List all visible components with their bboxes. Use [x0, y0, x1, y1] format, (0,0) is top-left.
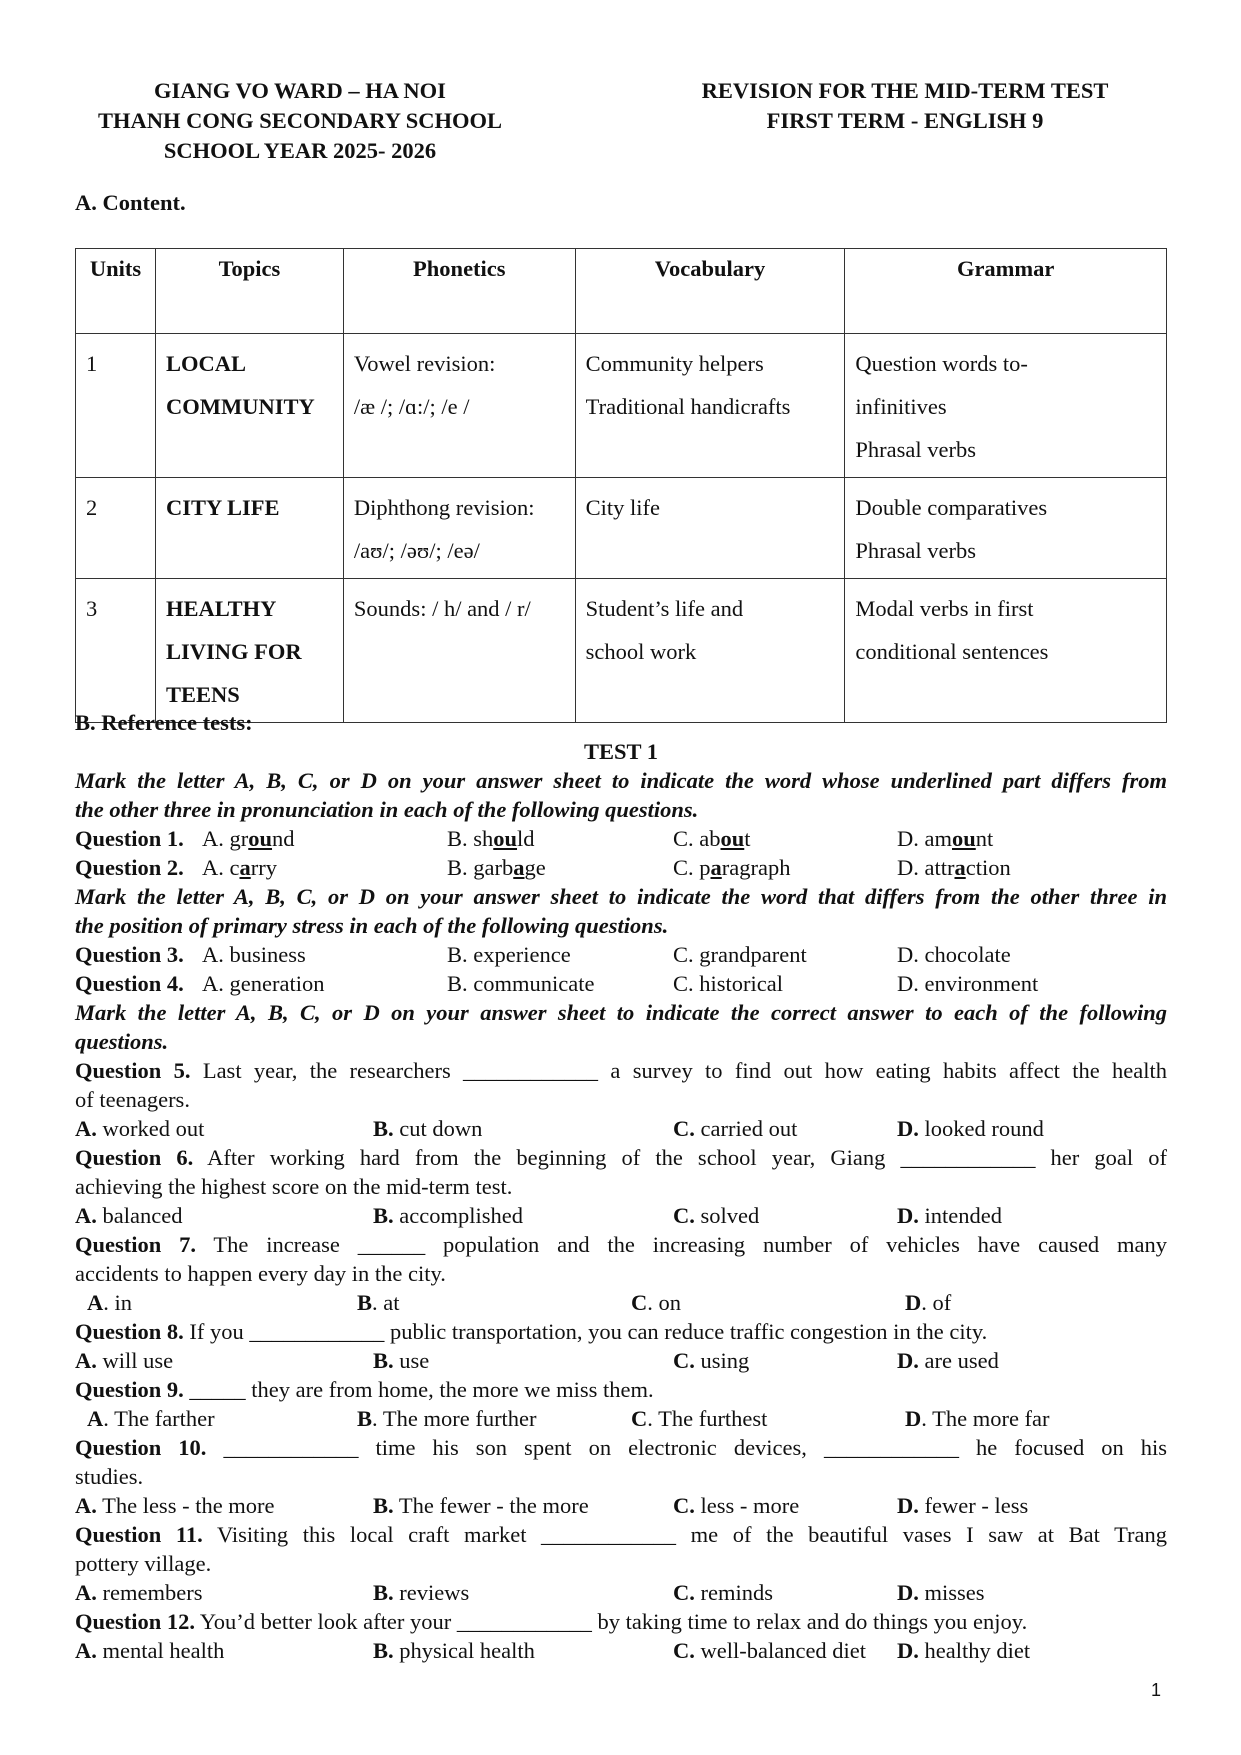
option-c[interactable]: C. The furthest: [631, 1406, 768, 1431]
question-11-stem: Question 11. Visiting this local craft market ____________ me of the beautiful vases I saw at Bat Trang: [75, 1522, 1167, 1547]
option-b[interactable]: B. reviews: [373, 1580, 470, 1605]
header-year: SCHOOL YEAR 2025- 2026: [163, 138, 437, 163]
instruction-stress: Mark the letter A, B, C, or D on your answer sheet to indicate the word that differs from the other three in: [75, 884, 1167, 909]
question-7-stem: Question 7. The increase ______ population and the increasing number of vehicles have caused many: [75, 1232, 1167, 1257]
topic-cell: CITY LIFE: [155, 478, 343, 579]
question-6-stem-cont: achieving the highest score on the mid-term test.: [75, 1174, 513, 1199]
header-test-title: REVISION FOR THE MID-TERM TEST: [701, 78, 1109, 103]
unit-cell: 1: [76, 334, 156, 478]
option-a[interactable]: A. carry: [202, 855, 277, 880]
table-row: [76, 579, 1167, 723]
phonetics-cell: Diphthong revision: /aʊ/; /əʊ/; /eə/: [343, 478, 575, 579]
col-phonetics: Phonetics: [343, 249, 575, 334]
instruction-correct-answer-cont: questions.: [75, 1029, 169, 1054]
option-b[interactable]: B. cut down: [373, 1116, 483, 1141]
question-5-stem: Question 5. Last year, the researchers ____________ a survey to find out how eating habits affect the health: [75, 1058, 1168, 1083]
question-1: Question 1. A. ground B. should C. about D. amount: [75, 826, 994, 851]
page-number: 1: [1150, 1680, 1161, 1700]
question-2: Question 2. A. carry B. garbage C. paragraph D. attraction: [75, 855, 1011, 880]
option-a[interactable]: A. remembers: [75, 1580, 203, 1605]
question-6-stem: Question 6. After working hard from the beginning of the school year, Giang ____________ her goal of: [75, 1145, 1167, 1170]
instruction-stress-cont: the position of primary stress in each of the following questions.: [75, 913, 669, 938]
col-units: Units: [76, 249, 156, 334]
question-3: Question 3. A. business B. experience C. grandparent D. chocolate: [75, 942, 1011, 967]
option-a[interactable]: A. ground: [202, 826, 295, 851]
option-c[interactable]: C. using: [673, 1348, 750, 1373]
option-b[interactable]: B. experience: [447, 942, 571, 967]
vocabulary-cell: City life: [575, 478, 845, 579]
grammar-cell: Modal verbs in first conditional sentences: [845, 579, 1167, 723]
option-a[interactable]: A. The farther: [87, 1406, 215, 1431]
topic-cell: LOCAL COMMUNITY: [155, 334, 343, 478]
option-a[interactable]: A. in: [87, 1290, 133, 1315]
option-b[interactable]: B. should: [447, 826, 535, 851]
vocabulary-cell: Student’s life and school work: [575, 579, 845, 723]
option-a[interactable]: A. balanced: [75, 1203, 183, 1228]
grammar-cell: Question words to- infinitives Phrasal verbs: [845, 334, 1167, 478]
vocabulary-cell: Community helpers Traditional handicrafts: [575, 334, 845, 478]
option-d[interactable]: D. chocolate: [897, 942, 1011, 967]
col-vocabulary: Vocabulary: [575, 249, 845, 334]
option-c[interactable]: C. on: [631, 1290, 681, 1315]
test-title: TEST 1: [583, 739, 658, 764]
option-d[interactable]: D. of: [905, 1290, 952, 1315]
instruction-correct-answer: Mark the letter A, B, C, or D on your answer sheet to indicate the correct answer to each of the following: [75, 1000, 1167, 1025]
option-d[interactable]: D. amount: [897, 826, 994, 851]
option-d[interactable]: D. environment: [897, 971, 1039, 996]
header-term: FIRST TERM - ENGLISH 9: [766, 108, 1044, 133]
option-b[interactable]: B. The more further: [357, 1406, 537, 1431]
option-c[interactable]: C. carried out: [673, 1116, 798, 1141]
option-d[interactable]: D. healthy diet: [897, 1638, 1031, 1663]
question-10-stem-cont: studies.: [75, 1464, 144, 1489]
option-b[interactable]: B. The fewer - the more: [373, 1493, 589, 1518]
unit-cell: 3: [76, 579, 156, 723]
option-d[interactable]: D. intended: [897, 1203, 1002, 1228]
table-header-row: [76, 249, 1167, 334]
option-b[interactable]: B. at: [357, 1290, 400, 1315]
content-table: [75, 248, 1167, 723]
phonetics-cell: Sounds: / h/ and / r/: [343, 579, 575, 723]
option-a[interactable]: A. will use: [75, 1348, 174, 1373]
test-header: [670, 76, 1140, 136]
question-5-stem-cont: of teenagers.: [75, 1087, 190, 1112]
question-4: Question 4. A. generation B. communicate C. historical D. environment: [75, 971, 1039, 996]
col-grammar: Grammar: [845, 249, 1167, 334]
option-a[interactable]: A. generation: [202, 971, 325, 996]
option-a[interactable]: A. business: [202, 942, 306, 967]
table-row: [76, 334, 1167, 478]
question-7-stem-cont: accidents to happen every day in the city.: [75, 1261, 446, 1286]
option-c[interactable]: C. grandparent: [673, 942, 807, 967]
phonetics-cell: Vowel revision: /æ /; /ɑ:/; /e /: [343, 334, 575, 478]
section-a-heading: A. Content.: [75, 190, 186, 215]
option-d[interactable]: D. are used: [897, 1348, 999, 1373]
question-8-stem: Question 8. If you ____________ public transportation, you can reduce traffic congestion in the city.: [75, 1319, 988, 1344]
instruction-pronunciation-cont: the other three in pronunciation in each of the following questions.: [75, 797, 699, 822]
option-b[interactable]: B. communicate: [447, 971, 595, 996]
question-9-stem: Question 9. _____ they are from home, the more we miss them.: [75, 1377, 654, 1402]
option-d[interactable]: D. fewer - less: [897, 1493, 1029, 1518]
question-10-stem: Question 10. ____________ time his son spent on electronic devices, ____________ he focused on his: [75, 1435, 1168, 1460]
option-c[interactable]: C. solved: [673, 1203, 760, 1228]
question-12-stem: Question 12. You’d better look after your ____________ by taking time to relax and do things you enjoy.: [75, 1609, 1028, 1634]
question-11-stem-cont: pottery village.: [75, 1551, 212, 1576]
col-topics: Topics: [155, 249, 343, 334]
option-c[interactable]: C. paragraph: [673, 855, 791, 880]
header-school: THANH CONG SECONDARY SCHOOL: [97, 108, 503, 133]
option-b[interactable]: B. accomplished: [373, 1203, 523, 1228]
table-row: [76, 478, 1167, 579]
option-a[interactable]: A. worked out: [75, 1116, 205, 1141]
option-b[interactable]: B. physical health: [373, 1638, 535, 1663]
option-c[interactable]: C. about: [673, 826, 751, 851]
option-c[interactable]: C. historical: [673, 971, 783, 996]
option-b[interactable]: B. garbage: [447, 855, 546, 880]
option-b[interactable]: B. use: [373, 1348, 430, 1373]
option-d[interactable]: D. misses: [897, 1580, 985, 1605]
option-c[interactable]: C. reminds: [673, 1580, 773, 1605]
grammar-cell: Double comparatives Phrasal verbs: [845, 478, 1167, 579]
option-a[interactable]: A. The less - the more: [75, 1493, 275, 1518]
option-d[interactable]: D. attraction: [897, 855, 1011, 880]
header-ward: GIANG VO WARD – HA NOI: [154, 78, 446, 103]
option-d[interactable]: D. looked round: [897, 1116, 1044, 1141]
instruction-pronunciation: Mark the letter A, B, C, or D on your answer sheet to indicate the word whose underlined part differs from: [75, 768, 1167, 793]
option-c[interactable]: C. less - more: [673, 1493, 800, 1518]
option-a[interactable]: A. mental health: [75, 1638, 225, 1663]
option-c[interactable]: C. well-balanced diet: [673, 1638, 867, 1663]
topic-cell: HEALTHY LIVING FOR TEENS: [155, 579, 343, 723]
unit-cell: 2: [76, 478, 156, 579]
school-header: [70, 76, 530, 166]
option-d[interactable]: D. The more far: [905, 1406, 1050, 1431]
section-b-heading: B. Reference tests:: [75, 710, 253, 735]
